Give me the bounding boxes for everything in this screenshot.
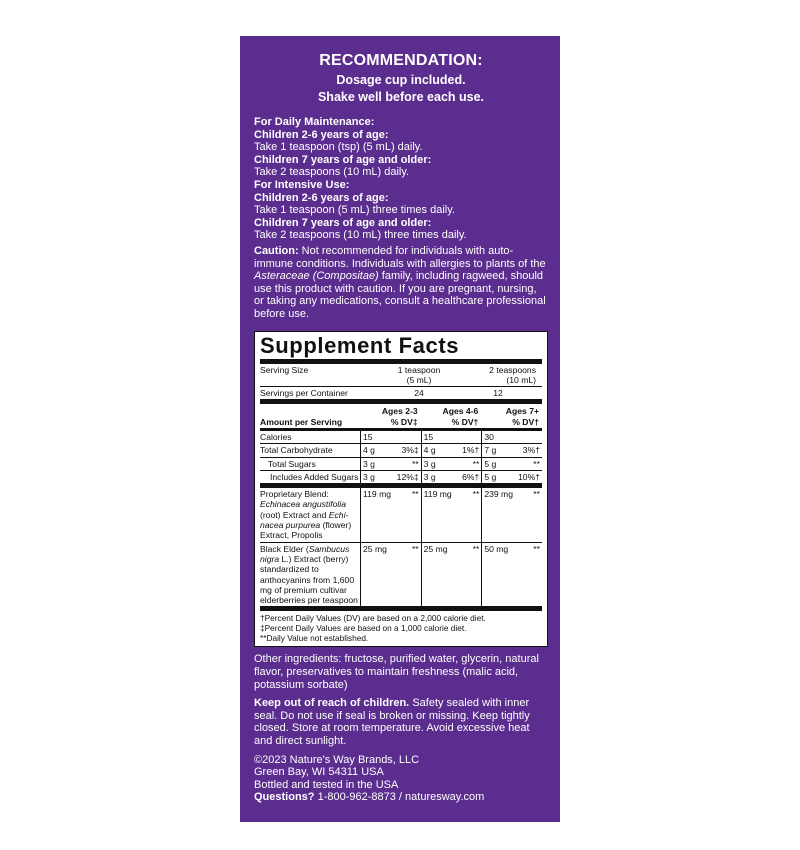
row-value-1 xyxy=(360,431,421,443)
amount: 25 mg xyxy=(363,543,387,554)
dv: ** xyxy=(411,489,419,500)
shake-note: Shake well before each use. xyxy=(317,90,485,104)
row-label: Total Sugars xyxy=(268,458,316,469)
amount: 119 mg xyxy=(363,489,392,500)
amount: 119 mg xyxy=(423,489,452,500)
elder-text-2: L.) Extract (berry) standardized to anthocyanins from 1,600 mg of premium cultivar elderberries per teaspoon xyxy=(260,553,358,606)
row-value-3 xyxy=(481,488,542,541)
row-label: Calories xyxy=(260,431,292,442)
row-value-3 xyxy=(481,471,542,483)
row-value-2 xyxy=(421,444,482,456)
storage-text: Safety sealed with inner seal. Do not use if seal is broken or missing. Keep tightly closed. Store at room temperature. Avoid excessive heat and direct sunlight. xyxy=(254,697,530,747)
recommendation-subtitle xyxy=(254,72,548,106)
dv: ** xyxy=(533,489,540,500)
dosing-line: Children 7 years of age and older: xyxy=(254,216,432,229)
row-label: Total Carbohydrate xyxy=(260,445,333,456)
dv: ** xyxy=(533,458,540,469)
amount: 7 g xyxy=(484,445,497,456)
amount: 3 g xyxy=(363,458,375,469)
blend-text-1: (root) Extract and xyxy=(260,509,327,520)
amount: 30 xyxy=(484,431,494,442)
amount: 5 g xyxy=(484,458,497,469)
dosing-line: Take 1 teaspoon (5 mL) three times daily. xyxy=(254,204,455,217)
amount: 239 mg xyxy=(484,489,513,500)
col3-age: Ages 7+ xyxy=(505,406,539,417)
table-row xyxy=(260,458,542,471)
amount-per-serving-label: Amount per Serving xyxy=(260,416,343,427)
table-row xyxy=(260,444,542,457)
dosing-instructions xyxy=(254,116,548,242)
dosing-line: For Daily Maintenance: xyxy=(254,116,375,128)
row-value-2 xyxy=(421,543,482,607)
servings-label: Servings per Container xyxy=(260,388,348,399)
serving-size-2 xyxy=(460,365,542,386)
other-ingredients: Other ingredients: fructose, purified water, glycerin, natural flavor, preservatives to maintain freshness (malic acid, potassium sorbate) xyxy=(254,653,539,691)
dv: ** xyxy=(533,543,540,554)
questions-line xyxy=(254,791,548,804)
dosing-line: For Intensive Use: xyxy=(254,178,350,191)
dosing-line: Take 2 teaspoons (10 mL) daily. xyxy=(254,166,410,179)
dosing-line: Children 7 years of age and older: xyxy=(254,153,432,166)
footnote: ‡Percent Daily Values are based on a 1,000 calorie diet. xyxy=(260,623,467,634)
amount: 4 g xyxy=(423,445,436,456)
dosing-line: Take 2 teaspoons (10 mL) three times daily. xyxy=(254,229,467,242)
dosing-line: Take 1 teaspoon (tsp) (5 mL) daily. xyxy=(254,141,423,154)
serving-size-1-ml: (5 mL) xyxy=(406,374,432,385)
servings-1: 24 xyxy=(414,388,424,399)
amount: 3 g xyxy=(423,458,436,469)
keep-warning: Keep out of reach of children. xyxy=(254,697,410,710)
row-value-3 xyxy=(481,543,542,607)
amount: 3 g xyxy=(363,471,375,482)
label-panel xyxy=(240,36,560,822)
dv: ** xyxy=(472,458,480,469)
recommendation-title: RECOMMENDATION: xyxy=(319,52,483,69)
dv: 3%† xyxy=(522,445,540,456)
caution-text-1: Not recommended for individuals with auto-immune conditions. Individuals with allergies to plants of the xyxy=(254,244,546,270)
footnote: †Percent Daily Values (DV) are based on a 2,000 calorie diet. xyxy=(260,613,486,624)
caution-text xyxy=(254,245,548,321)
amount: 15 xyxy=(363,431,373,442)
amount: 25 mg xyxy=(423,543,448,554)
dv: ** xyxy=(411,543,419,554)
dv: 6%† xyxy=(462,471,480,482)
row-value-1 xyxy=(360,444,421,456)
dv: ** xyxy=(411,458,419,469)
footnote: **Daily Value not established. xyxy=(260,633,369,644)
col-ages-7-plus xyxy=(481,404,542,428)
company-info xyxy=(254,754,548,804)
serving-size-row xyxy=(260,364,542,388)
row-value-1 xyxy=(360,471,421,483)
serving-size-2-ml: (10 mL) xyxy=(506,374,536,385)
row-value-3 xyxy=(481,458,542,470)
dv: 1%† xyxy=(462,445,480,456)
row-value-2 xyxy=(421,458,482,470)
elder-species: Sambucus nigra xyxy=(260,543,350,564)
dv: 10%† xyxy=(518,471,540,482)
row-value-2 xyxy=(421,488,482,541)
blend-ingredient-2: Echi-nacea purpurea xyxy=(260,509,349,531)
copyright: ©2023 Nature's Way Brands, LLC xyxy=(254,753,420,766)
row-value-3 xyxy=(481,444,542,456)
facts-footnotes xyxy=(260,606,542,643)
serving-size-2-amount: 2 teaspoons xyxy=(489,364,536,375)
supplement-facts xyxy=(254,331,548,648)
facts-title: Supplement Facts xyxy=(260,334,542,364)
col2-age: Ages 4-6 xyxy=(442,406,479,417)
table-row-black-elder xyxy=(260,543,542,607)
row-value-2 xyxy=(421,471,482,483)
amount: 15 xyxy=(423,431,434,442)
col2-dv: % DV† xyxy=(451,416,479,427)
col1-age: Ages 2-3 xyxy=(381,406,418,417)
serving-size-label: Serving Size xyxy=(260,364,309,375)
amount: 50 mg xyxy=(484,543,509,554)
dv: 3%‡ xyxy=(401,445,419,456)
dosage-cup-note: Dosage cup included. xyxy=(336,73,466,87)
elder-label xyxy=(260,543,360,607)
blend-text-2: (flower) Extract, Propolis xyxy=(260,520,352,541)
row-value-2 xyxy=(421,431,482,443)
dosing-line: Children 2-6 years of age: xyxy=(254,191,389,204)
dosing-line: Children 2-6 years of age: xyxy=(254,128,389,141)
serving-size-1-amount: 1 teaspoon xyxy=(397,364,441,375)
blend-ingredient-1: Echinacea angustifolia xyxy=(260,499,346,510)
row-value-1 xyxy=(360,458,421,470)
address: Green Bay, WI 54311 USA xyxy=(254,766,384,779)
amount: 4 g xyxy=(363,445,375,456)
dv: 12%‡ xyxy=(396,471,419,482)
row-label: Includes Added Sugars xyxy=(270,471,359,482)
col3-dv: % DV† xyxy=(512,416,539,427)
row-value-1 xyxy=(360,543,421,607)
dv: ** xyxy=(472,543,480,554)
dv: ** xyxy=(472,489,480,500)
blend-title: Proprietary Blend: xyxy=(260,489,329,500)
questions-label: Questions? xyxy=(254,791,315,804)
caution-plant-family: Asteraceae (Compositae) xyxy=(254,270,379,283)
caution-label: Caution: xyxy=(254,244,299,257)
elder-text-1: Black Elder ( xyxy=(260,543,309,554)
col-ages-4-6 xyxy=(421,404,482,428)
servings-2: 12 xyxy=(493,388,503,399)
facts-header-row xyxy=(260,399,542,431)
keep-out-of-reach xyxy=(254,697,548,747)
contact: 1-800-962-8873 / naturesway.com xyxy=(317,791,485,804)
row-value-1 xyxy=(360,488,421,541)
blend-label xyxy=(260,488,360,541)
table-row-proprietary-blend xyxy=(260,488,542,542)
table-row xyxy=(260,471,542,488)
table-row xyxy=(260,431,542,444)
origin: Bottled and tested in the USA xyxy=(254,778,399,791)
amount: 5 g xyxy=(484,471,497,482)
serving-size-1 xyxy=(378,365,460,386)
row-value-3 xyxy=(481,431,542,443)
caution-text-2: family, including ragweed, should use this product with caution. If you are pregnant, nursing, or taking any medications, consult a healthcare professional before use. xyxy=(254,270,546,320)
col1-dv: % DV‡ xyxy=(390,416,418,427)
col-ages-2-3 xyxy=(360,404,421,428)
amount: 3 g xyxy=(423,471,436,482)
servings-row xyxy=(260,387,542,399)
